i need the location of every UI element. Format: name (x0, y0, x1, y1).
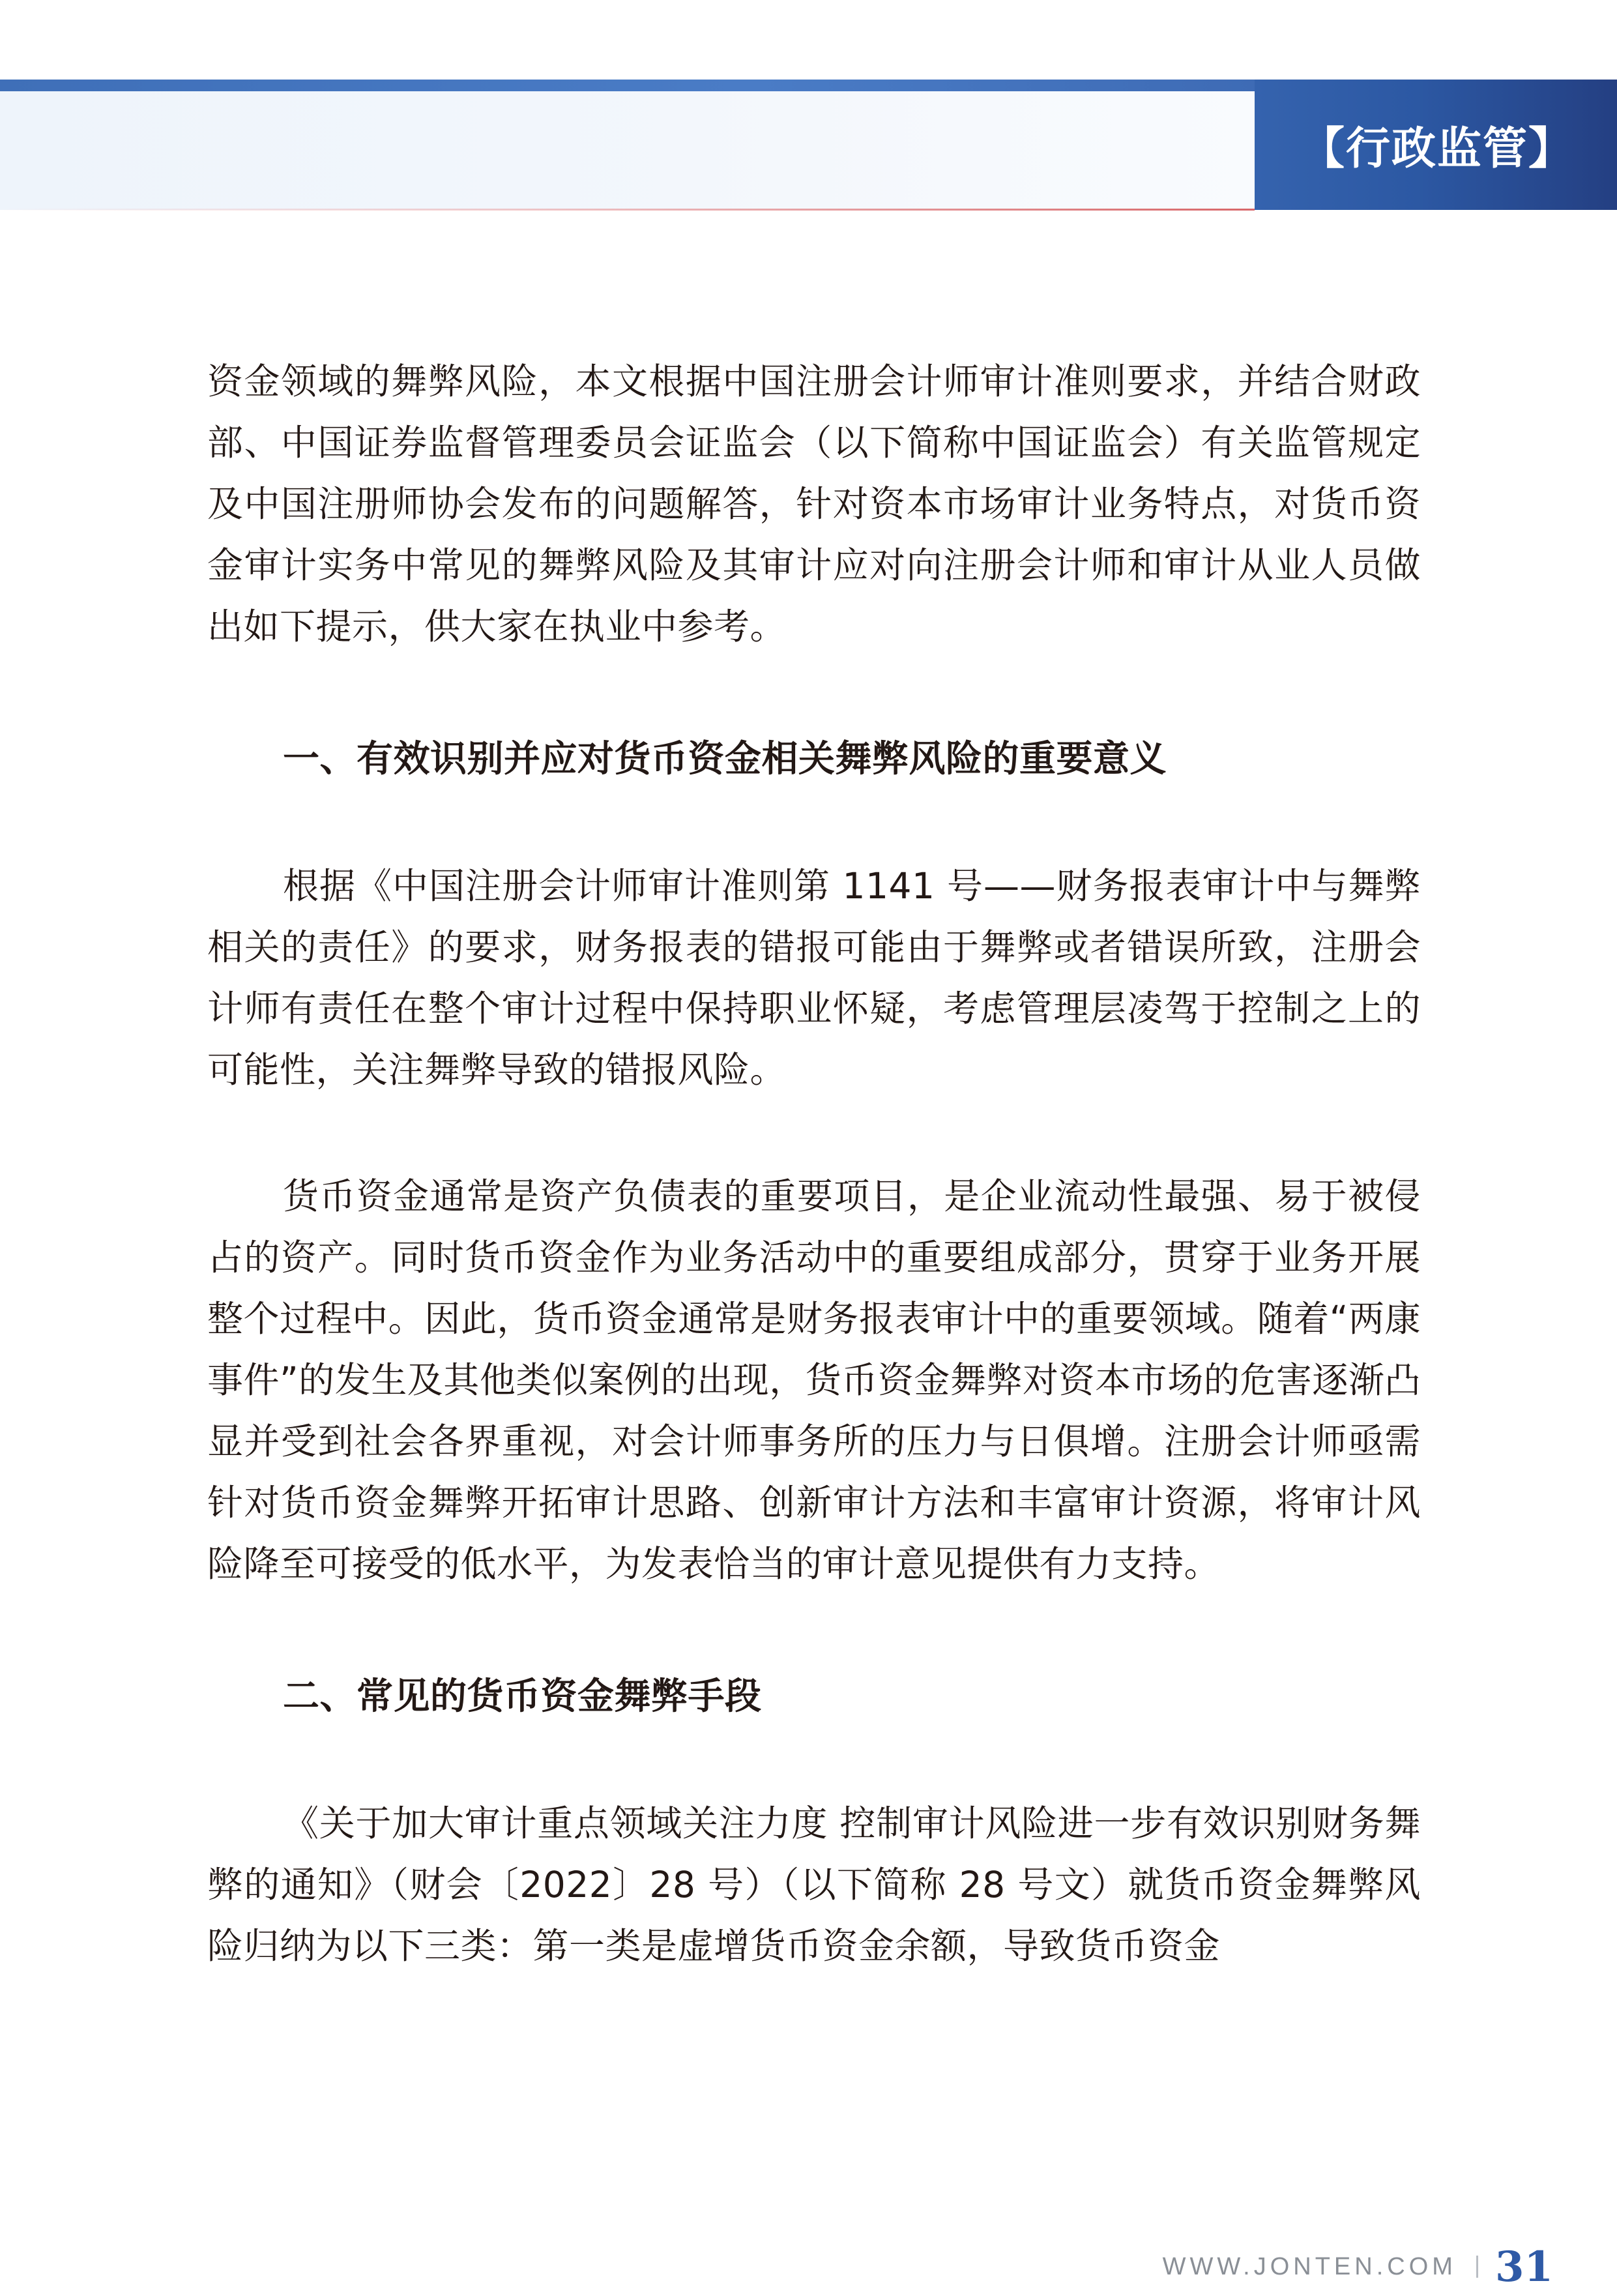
header-top-rule (0, 80, 1255, 91)
section-tab (1255, 80, 1617, 210)
header-bottom-rule (0, 209, 1255, 211)
paragraph-monetary-funds: 货币资金通常是资产负债表的重要项目，是企业流动性最强、易于被侵占的资产。同时货币资金作为业务活动中的重要组成部分，贯穿于业务开展整个过程中。因此，货币资金通常是财务报表审计中的重要领域。随着“两康事件”的发生及其他类似案例的出现，货币资金舞弊对资本市场的危害逐渐凸显并受到社会各界重视，对会计师事务所的压力与日俱增。注册会计师亟需针对货币资金舞弊开拓审计思路、创新审计方法和丰富审计资源，将审计风险降至可接受的低水平，为发表恰当的审计意见提供有力支持。 (207, 1175, 1421, 1585)
footer-website: WWW.JONTEN.COM (1162, 2252, 1457, 2280)
section-heading-1: 一、有效识别并应对货币资金相关舞弊风险的重要意义 (283, 738, 1167, 780)
page-footer (1163, 2237, 1553, 2296)
page-header (0, 80, 1617, 210)
paragraph-standard-1141: 根据《中国注册会计师审计准则第 1141 号——财务报表审计中与舞弊相关的责任》的要求，财务报表的错报可能由于舞弊或者错误所致，注册会计师有责任在整个审计过程中保持职业怀疑，考虑管理层凌驾于控制之上的可能性，关注舞弊导致的错报风险。 (207, 865, 1421, 1091)
footer-divider (1476, 2256, 1478, 2278)
paragraph-notice-28: 《关于加大审计重点领域关注力度 控制审计风险进一步有效识别财务舞弊的通知》（财会〔2022〕28 号）（以下简称 28 号文）就货币资金舞弊风险归纳为以下三类：第一类是虚增货币资金余额，导致货币资金 (207, 1803, 1421, 1967)
section-heading-2: 二、常见的货币资金舞弊手段 (283, 1675, 762, 1718)
page-number: 31 (1494, 2242, 1553, 2291)
section-tab-label: 【行政监管】 (1300, 122, 1575, 175)
article-body (207, 351, 1421, 1977)
header-light-band (0, 91, 1255, 210)
paragraph-intro-continued: 资金领域的舞弊风险，本文根据中国注册会计师审计准则要求，并结合财政部、中国证券监督管理委员会证监会（以下简称中国证监会）有关监管规定及中国注册师协会发布的问题解答，针对资本市场审计业务特点，对货币资金审计实务中常见的舞弊风险及其审计应对向注册会计师和审计从业人员做出如下提示，供大家在执业中参考。 (207, 361, 1421, 647)
